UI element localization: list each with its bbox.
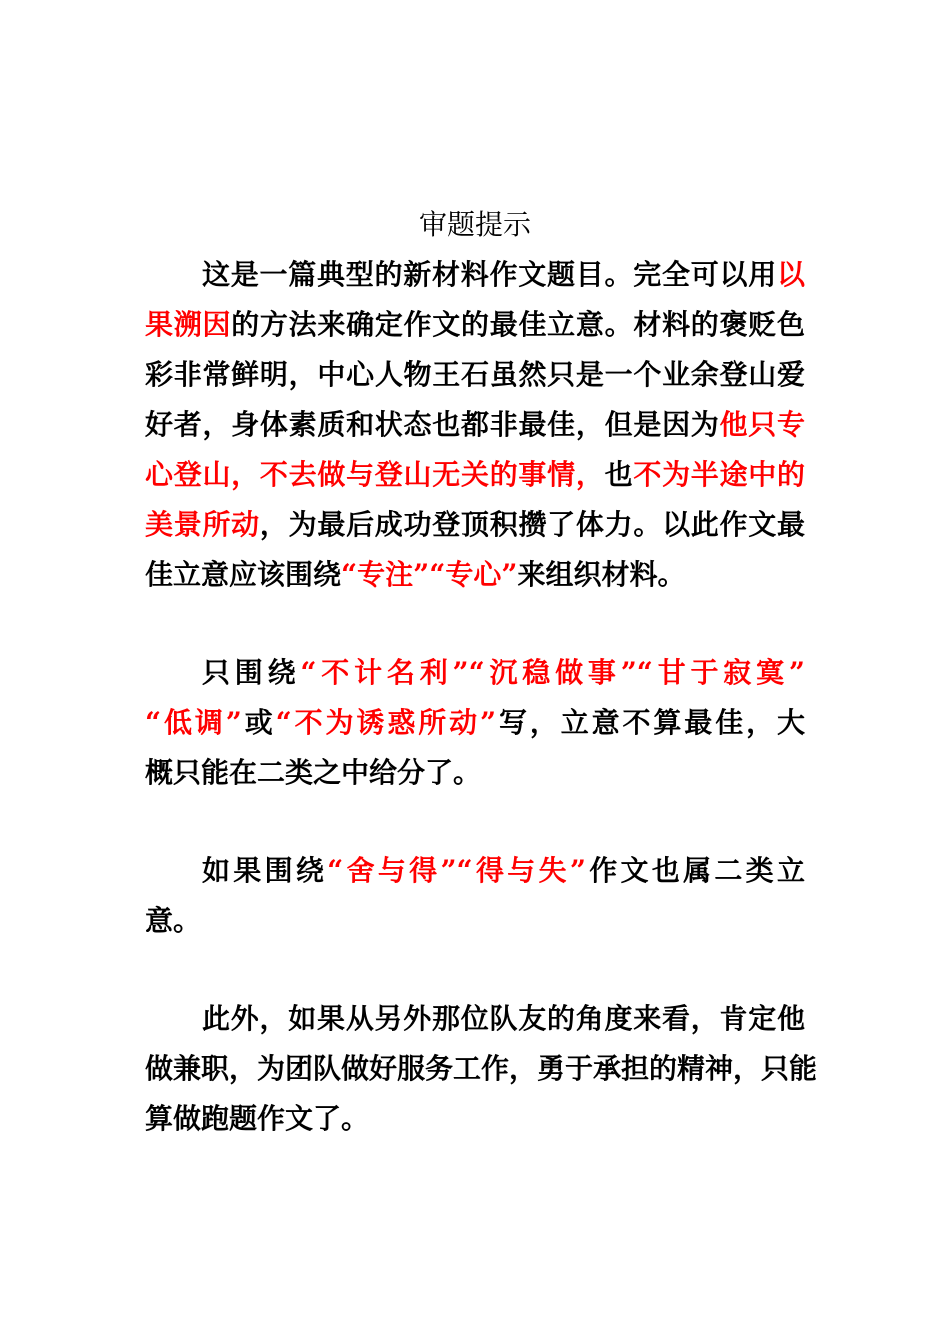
text-segment: 这是一篇典型的新材料作文题目。完全可以用 bbox=[202, 258, 777, 291]
highlighted-text: “专注”“专心” bbox=[341, 558, 518, 591]
highlighted-text: “舍与得”“得与失” bbox=[327, 854, 586, 887]
text-line bbox=[145, 846, 805, 896]
text-line bbox=[145, 1044, 818, 1094]
highlighted-text: 心登山，不去做与登山无关的事情， bbox=[145, 458, 605, 491]
paragraph bbox=[145, 846, 805, 946]
text-line bbox=[145, 500, 805, 550]
paragraph-gap bbox=[145, 946, 805, 994]
highlighted-text: 不为半途中的 bbox=[633, 458, 805, 491]
text-line bbox=[145, 1094, 805, 1144]
highlighted-text: “不为诱惑所动” bbox=[275, 706, 497, 739]
text-segment: 只围绕 bbox=[202, 656, 301, 689]
highlighted-text: 果溯因 bbox=[145, 308, 232, 341]
document-page bbox=[145, 200, 818, 1144]
text-segment: 如果围绕 bbox=[202, 854, 328, 887]
text-segment: ，为最后成功登顶积攒了体力。以此作文最 bbox=[259, 508, 805, 541]
paragraph-gap bbox=[145, 798, 805, 846]
text-segment: 做兼职，为团队做好服务工作，勇于承担的精神，只能 bbox=[145, 1052, 818, 1085]
highlighted-text: “不计名利”“沉稳做事”“甘于寂寞” bbox=[300, 656, 805, 689]
text-line bbox=[145, 400, 805, 450]
text-segment: 来组织材料。 bbox=[517, 558, 686, 591]
highlighted-text: 他只专 bbox=[719, 408, 805, 441]
text-line bbox=[145, 250, 805, 300]
text-segment: 意。 bbox=[145, 904, 202, 937]
highlighted-text: “低调” bbox=[145, 706, 242, 739]
text-segment: 的方法来确定作文的最佳立意。材料的褒贬色 bbox=[231, 308, 805, 341]
text-line bbox=[145, 648, 805, 698]
text-segment: 概只能在二类之中给分了。 bbox=[145, 756, 482, 789]
text-segment: 佳立意应该围绕 bbox=[145, 558, 342, 591]
paragraph-gap bbox=[145, 600, 805, 648]
text-segment: 或 bbox=[241, 706, 276, 739]
text-line bbox=[145, 300, 805, 350]
text-segment: 写，立意不算最佳，大 bbox=[496, 706, 805, 739]
text-segment: 算做跑题作文了。 bbox=[145, 1102, 370, 1135]
highlighted-text: 美景所动 bbox=[145, 508, 260, 541]
text-line bbox=[145, 896, 805, 946]
text-line bbox=[145, 748, 805, 798]
text-segment: 好者，身体素质和状态也都非最佳，但是因为 bbox=[145, 408, 720, 441]
text-line bbox=[145, 350, 805, 400]
paragraph bbox=[145, 250, 805, 600]
document-title: 审题提示 bbox=[418, 208, 531, 241]
document-body bbox=[145, 250, 818, 1144]
text-segment: 彩非常鲜明，中心人物王石虽然只是一个业余登山爱 bbox=[145, 358, 805, 391]
text-line bbox=[145, 550, 805, 600]
text-line bbox=[145, 994, 805, 1044]
text-segment: 作文也属二类立 bbox=[585, 854, 805, 887]
paragraph bbox=[145, 648, 805, 798]
text-segment: 也 bbox=[604, 458, 634, 491]
paragraph bbox=[145, 994, 818, 1144]
text-line bbox=[145, 450, 805, 500]
text-line bbox=[145, 698, 805, 748]
highlighted-text: 以 bbox=[776, 258, 805, 291]
text-segment: 此外，如果从另外那位队友的角度来看，肯定他 bbox=[202, 1002, 805, 1035]
